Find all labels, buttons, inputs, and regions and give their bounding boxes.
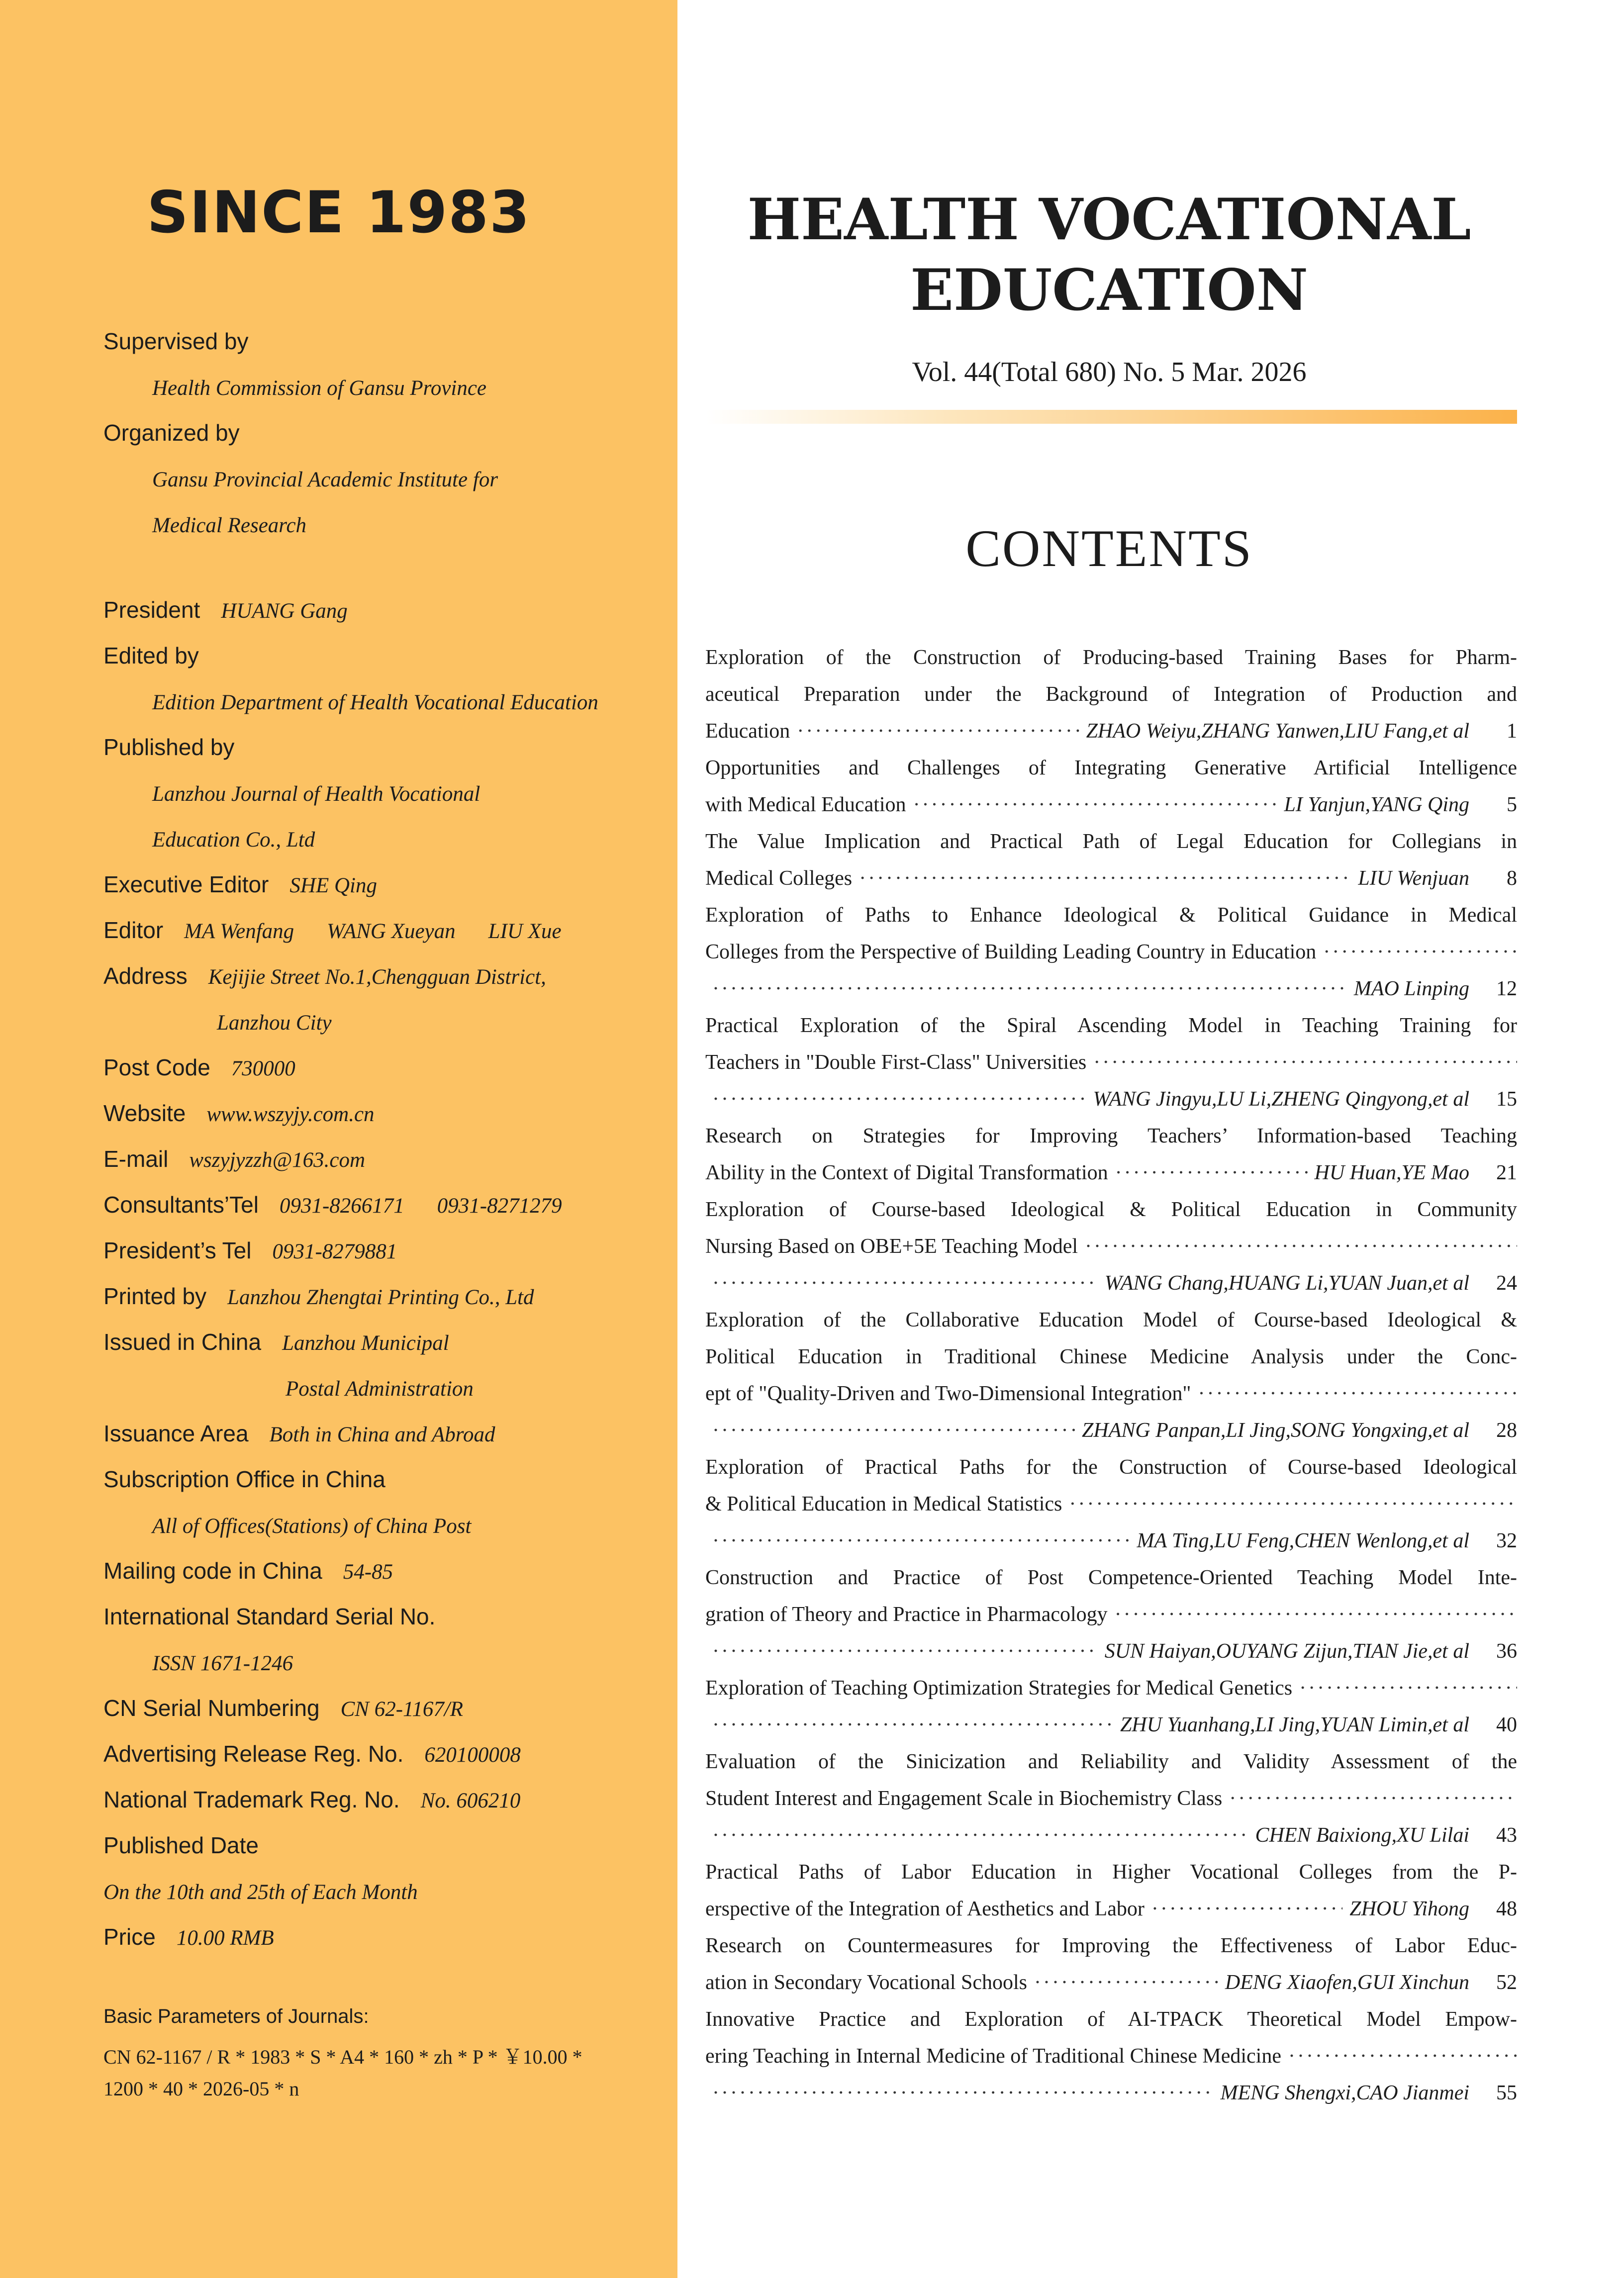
presidents-tel-value: 0931-8279881: [272, 1240, 397, 1263]
toc-title-line: with Medical Education: [705, 793, 906, 816]
toc-title-line: Evaluation of the Sinicization and Reliability and Validity Assessment of the: [705, 1750, 1517, 1773]
toc-entry[interactable]: [705, 1559, 1517, 1670]
consultants-tel-label: Consultants’Tel: [103, 1192, 259, 1218]
toc-title-line: Construction and Practice of Post Competence-Oriented Teaching Model Inte-: [705, 1566, 1517, 1589]
presidents-tel-label: President’s Tel: [103, 1237, 252, 1263]
toc-entry[interactable]: [705, 1302, 1517, 1449]
basic-params-line-1: CN 62-1167 / R * 1983 * S * A4 * 160 * zh * P * ￥10.00 *: [103, 2046, 582, 2068]
address-value-1: Kejijie Street No.1,Chengguan District,: [208, 965, 546, 989]
issn-label: International Standard Serial No.: [103, 1604, 436, 1629]
toc-title-line: Political Education in Traditional Chinese Medicine Analysis under the Conc-: [705, 1345, 1517, 1368]
leader-dots: [1151, 1891, 1342, 1927]
exec-editor-label: Executive Editor: [103, 871, 269, 897]
toc-authors: DENG Xiaofen,GUI Xinchun: [1225, 1971, 1469, 1994]
toc-entry[interactable]: [705, 823, 1517, 897]
leader-dots: [712, 1633, 1098, 1670]
toc-entry[interactable]: [705, 1854, 1517, 1927]
toc-page-number: 8: [1507, 867, 1517, 890]
area-label: Issuance Area: [103, 1421, 249, 1446]
leader-dots: [712, 1081, 1086, 1118]
leader-dots: [1093, 1044, 1517, 1081]
toc-page-number: 36: [1496, 1640, 1517, 1663]
toc-title-line: Teachers in "Double First-Class" Universities: [705, 1051, 1087, 1074]
toc-title-line: Medical Colleges: [705, 867, 853, 890]
editor-value-2: WANG Xueyan: [327, 920, 456, 943]
journal-title-line-1: HEALTH VOCATIONAL: [747, 186, 1471, 253]
toc-authors: LIU Wenjuan: [1358, 867, 1469, 890]
leader-dots: [1323, 934, 1517, 970]
leader-dots: [712, 970, 1347, 1007]
president-value: HUANG Gang: [221, 599, 348, 623]
toc-title-line: Research on Countermeasures for Improving the Effectiveness of Labor Educ-: [705, 1934, 1517, 1957]
since-heading: SINCE 1983: [147, 179, 531, 246]
toc-authors: CHEN Baixiong,XU Lilai: [1255, 1824, 1469, 1847]
organized-value-2: Medical Research: [152, 514, 307, 537]
journal-title-line-2: EDUCATION: [910, 257, 1308, 323]
leader-dots: [712, 1817, 1248, 1854]
organized-value-1: Gansu Provincial Academic Institute for: [152, 468, 498, 491]
supervised-value: Health Commission of Gansu Province: [152, 377, 487, 400]
leader-dots: [1299, 1670, 1517, 1707]
president-label: President: [103, 597, 200, 623]
published-label: Published by: [103, 734, 235, 760]
toc-authors: MENG Shengxi,CAO Jianmei: [1220, 2082, 1469, 2104]
toc-page-number: 40: [1496, 1713, 1517, 1736]
website-label: Website: [103, 1100, 186, 1126]
toc-title-line: The Value Implication and Practical Path of Legal Education for Collegians in: [705, 830, 1517, 853]
toc-authors: HU Huan,YE Mao: [1314, 1161, 1469, 1184]
leader-dots: [1288, 2038, 1517, 2075]
mailing-label: Mailing code in China: [103, 1558, 322, 1584]
address-value-2: Lanzhou City: [217, 1011, 332, 1035]
issue-info: Vol. 44(Total 680) No. 5 Mar. 2026: [912, 357, 1307, 387]
toc-title-line: Education: [705, 720, 790, 743]
toc-page-number: 5: [1507, 793, 1517, 816]
edited-value: Edition Department of Health Vocational Education: [152, 691, 598, 714]
toc-title-line: Practical Paths of Labor Education in Higher Vocational Colleges from the P-: [705, 1861, 1517, 1884]
journal-title: [696, 184, 1522, 325]
toc-title-line: Exploration of Practical Paths for the Construction of Course-based Ideological: [705, 1456, 1517, 1479]
printed-value: Lanzhou Zhengtai Printing Co., Ltd: [227, 1286, 534, 1309]
decorative-gradient-bar: [706, 410, 1517, 424]
email-label: E-mail: [103, 1146, 169, 1172]
toc-authors: ZHANG Panpan,LI Jing,SONG Yongxing,et al: [1082, 1419, 1469, 1442]
toc-title-line: & Political Education in Medical Statistics: [705, 1493, 1062, 1516]
basic-params-label: Basic Parameters of Journals:: [103, 2005, 369, 2027]
postcode-label: Post Code: [103, 1054, 210, 1080]
exec-editor-value: SHE Qing: [289, 874, 377, 897]
toc-title-line: Colleges from the Perspective of Building Leading Country in Education: [705, 941, 1317, 963]
adv-label: Advertising Release Reg. No.: [103, 1741, 404, 1767]
contents-heading: CONTENTS: [965, 519, 1253, 577]
trademark-label: National Trademark Reg. No.: [103, 1787, 400, 1812]
toc-title-line: ept of "Quality-Driven and Two-Dimensional Integration": [705, 1382, 1191, 1405]
issn-value: ISSN 1671-1246: [152, 1652, 293, 1675]
issued-label: Issued in China: [103, 1329, 262, 1355]
toc-authors: ZHOU Yihong: [1349, 1898, 1469, 1920]
toc-title-line: ering Teaching in Internal Medicine of Traditional Chinese Medicine: [705, 2045, 1281, 2068]
toc-page-number: 43: [1496, 1824, 1517, 1847]
leader-dots: [712, 2075, 1214, 2111]
toc-authors: SUN Haiyan,OUYANG Zijun,TIAN Jie,et al: [1104, 1640, 1469, 1663]
toc-authors: ZHAO Weiyu,ZHANG Yanwen,LIU Fang,et al: [1086, 720, 1469, 743]
editor-value-1: MA Wenfang: [184, 920, 294, 943]
leader-dots: [1115, 1596, 1517, 1633]
leader-dots: [712, 1412, 1075, 1449]
toc-title-line: aceutical Preparation under the Background of Integration of Production and: [705, 683, 1517, 706]
area-value: Both in China and Abroad: [269, 1423, 495, 1446]
toc-entry[interactable]: [705, 897, 1517, 1007]
toc-title-line: Practical Exploration of the Spiral Ascending Model in Teaching Training for: [705, 1014, 1517, 1037]
editor-value-3: LIU Xue: [488, 920, 562, 943]
subscription-value: All of Offices(Stations) of China Post: [152, 1515, 472, 1538]
toc-title-line: Exploration of Teaching Optimization Strategies for Medical Genetics: [705, 1677, 1293, 1700]
toc-page-number: 12: [1496, 977, 1517, 1000]
leader-dots: [1034, 1964, 1218, 2001]
supervised-label: Supervised by: [103, 328, 249, 354]
toc-title-line: Exploration of Paths to Enhance Ideological & Political Guidance in Medical: [705, 904, 1517, 927]
edited-label: Edited by: [103, 643, 199, 668]
toc-entry[interactable]: [705, 1743, 1517, 1854]
toc-title-line: Student Interest and Engagement Scale in Biochemistry Class: [705, 1787, 1223, 1810]
toc-title-line: gration of Theory and Practice in Pharmacology: [705, 1603, 1108, 1626]
masthead-info: [103, 318, 661, 1960]
organized-label: Organized by: [103, 420, 240, 446]
toc-entry[interactable]: [705, 1449, 1517, 1559]
toc-page-number: 48: [1496, 1898, 1517, 1920]
toc-entry[interactable]: [705, 1670, 1517, 1743]
printed-label: Printed by: [103, 1283, 207, 1309]
toc-page-number: 24: [1496, 1272, 1517, 1295]
cn-label: CN Serial Numbering: [103, 1695, 320, 1721]
toc-entry[interactable]: [705, 1191, 1517, 1302]
toc-authors: WANG Jingyu,LU Li,ZHENG Qingyong,et al: [1093, 1088, 1469, 1111]
address-label: Address: [103, 963, 188, 989]
issued-value-2: Postal Administration: [286, 1377, 474, 1401]
toc-authors: WANG Chang,HUANG Li,YUAN Juan,et al: [1104, 1272, 1469, 1295]
leader-dots: [712, 1707, 1113, 1743]
issued-value-1: Lanzhou Municipal: [282, 1331, 449, 1355]
consultants-tel-1: 0931-8266171: [279, 1194, 404, 1218]
pubdate-value: On the 10th and 25th of Each Month: [103, 1881, 418, 1904]
toc-title-line: Ability in the Context of Digital Transformation: [705, 1161, 1108, 1184]
leader-dots: [1115, 1154, 1308, 1191]
toc-entry[interactable]: [705, 750, 1517, 823]
toc-page-number: 28: [1496, 1419, 1517, 1442]
published-value-1: Lanzhou Journal of Health Vocational: [152, 782, 480, 806]
toc-authors: LI Yanjun,YANG Qing: [1284, 793, 1469, 816]
price-label: Price: [103, 1924, 156, 1950]
postcode-value: 730000: [231, 1057, 295, 1080]
leader-dots: [712, 1522, 1130, 1559]
toc-title-line: Opportunities and Challenges of Integrating Generative Artificial Intelligence: [705, 757, 1517, 779]
toc-title-line: Research on Strategies for Improving Teachers’ Information-based Teaching: [705, 1125, 1517, 1147]
trademark-value: No. 606210: [420, 1789, 521, 1812]
leader-dots: [859, 860, 1351, 897]
toc-entry[interactable]: [705, 1118, 1517, 1191]
toc-page-number: 52: [1496, 1971, 1517, 1994]
toc-page-number: 21: [1496, 1161, 1517, 1184]
leader-dots: [797, 713, 1079, 750]
price-value: 10.00 RMB: [176, 1926, 274, 1950]
table-of-contents: [705, 639, 1517, 2111]
toc-title-line: Exploration of the Construction of Producing-based Training Bases for Pharm-: [705, 646, 1517, 669]
pubdate-label: Published Date: [103, 1832, 259, 1858]
toc-title-line: Innovative Practice and Exploration of AI-TPACK Theoretical Model Empow-: [705, 2008, 1517, 2031]
toc-title-line: erspective of the Integration of Aesthetics and Labor: [705, 1898, 1145, 1920]
website-value: www.wszyjy.com.cn: [206, 1103, 375, 1126]
leader-dots: [1229, 1780, 1517, 1817]
leader-dots: [1085, 1228, 1517, 1265]
toc-page-number: 15: [1496, 1088, 1517, 1111]
toc-page-number: 32: [1496, 1529, 1517, 1552]
toc-title-line: Exploration of the Collaborative Education Model of Course-based Ideological &: [705, 1309, 1517, 1331]
leader-dots: [1198, 1375, 1518, 1412]
mailing-value: 54-85: [343, 1560, 393, 1584]
toc-entry[interactable]: [705, 1007, 1517, 1118]
toc-authors: MA Ting,LU Feng,CHEN Wenlong,et al: [1137, 1529, 1469, 1552]
toc-authors: ZHU Yuanhang,LI Jing,YUAN Limin,et al: [1120, 1713, 1469, 1736]
toc-title-line: ation in Secondary Vocational Schools: [705, 1971, 1028, 1994]
adv-value: 620100008: [424, 1743, 521, 1767]
toc-entry[interactable]: [705, 2001, 1517, 2111]
leader-dots: [712, 1265, 1098, 1302]
published-value-2: Education Co., Ltd: [152, 828, 315, 852]
email-value: wszyjyzzh@163.com: [189, 1148, 366, 1172]
toc-title-line: Exploration of Course-based Ideological & Political Education in Community: [705, 1198, 1517, 1221]
toc-entry[interactable]: [705, 639, 1517, 750]
subscription-label: Subscription Office in China: [103, 1466, 385, 1492]
cn-value: CN 62-1167/R: [340, 1698, 464, 1721]
toc-title-line: Nursing Based on OBE+5E Teaching Model: [705, 1235, 1078, 1258]
consultants-tel-2: 0931-8271279: [437, 1194, 562, 1218]
editor-label: Editor: [103, 917, 164, 943]
toc-entry[interactable]: [705, 1927, 1517, 2001]
masthead-panel: [0, 0, 677, 2278]
leader-dots: [1069, 1486, 1517, 1522]
leader-dots: [913, 786, 1277, 823]
toc-authors: MAO Linping: [1353, 977, 1469, 1000]
basic-params-line-2: 1200 * 40 * 2026-05 * n: [103, 2078, 299, 2100]
toc-page-number: 55: [1496, 2082, 1517, 2104]
toc-page-number: 1: [1507, 720, 1517, 743]
